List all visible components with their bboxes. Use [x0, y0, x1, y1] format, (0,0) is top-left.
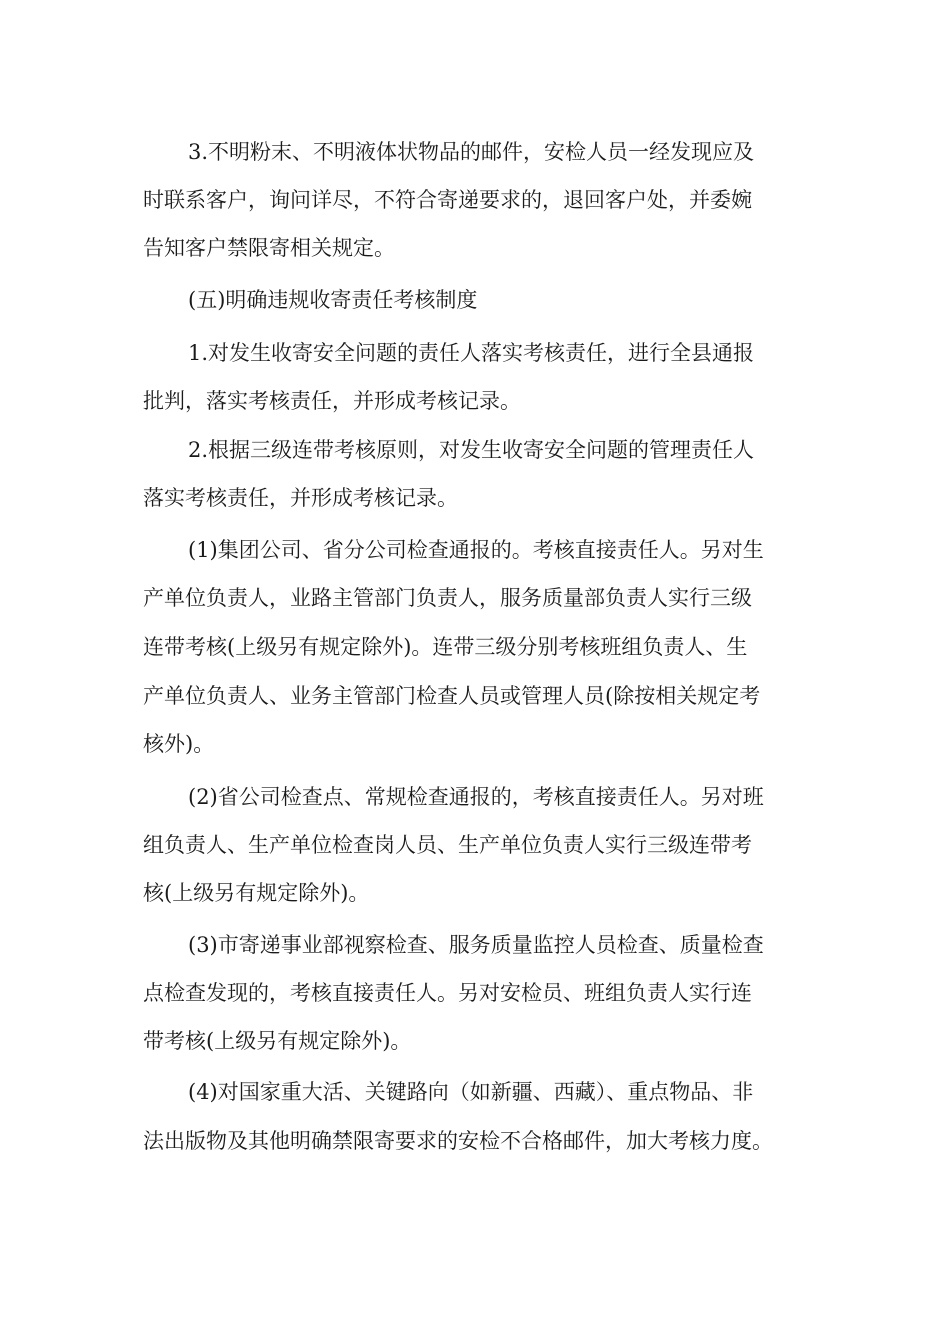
paragraph-6-line-3: 核(上级另有规定除外)。	[143, 881, 370, 905]
paragraph-8-line-2: 法出版物及其他明确禁限寄要求的安检不合格邮件，加大考核力度。	[143, 1129, 773, 1153]
paragraph-5-line-3: 连带考核(上级另有规定除外)。连带三级分别考核班组负责人、生	[143, 635, 748, 659]
paragraph-3-line-1: 1.对发生收寄安全问题的责任人落实考核责任，进行全县通报	[188, 341, 755, 365]
paragraph-7-line-3: 带考核(上级另有规定除外)。	[143, 1029, 412, 1053]
paragraph-8-line-1: (4)对国家重大活、关键路向（如新疆、西藏）、重点物品、非	[188, 1080, 754, 1104]
paragraph-7-line-1: (3)市寄递事业部视察检查、服务质量监控人员检查、质量检查	[188, 933, 764, 957]
paragraph-1-line-3: 告知客户禁限寄相关规定。	[143, 236, 395, 260]
paragraph-1-line-2: 时联系客户，询问详尽，不符合寄递要求的，退回客户处，并委婉	[143, 188, 752, 212]
paragraph-5-line-2: 产单位负责人，业路主管部门负责人，服务质量部负责人实行三级	[143, 586, 752, 610]
paragraph-5-line-1: (1)集团公司、省分公司检查通报的。考核直接责任人。另对生	[188, 538, 764, 562]
paragraph-3-line-2: 批判，落实考核责任，并形成考核记录。	[143, 389, 521, 413]
paragraph-5-line-5: 核外)。	[143, 732, 215, 756]
paragraph-4-line-1: 2.根据三级连带考核原则，对发生收寄安全问题的管理责任人	[188, 438, 755, 462]
paragraph-4-line-2: 落实考核责任，并形成考核记录。	[143, 486, 458, 510]
section-heading: (五)明确违规收寄责任考核制度	[188, 288, 478, 312]
paragraph-1-line-1: 3.不明粉末、不明液体状物品的邮件，安检人员一经发现应及	[188, 140, 755, 164]
paragraph-5-line-4: 产单位负责人、业务主管部门检查人员或管理人员(除按相关规定考	[143, 684, 761, 708]
paragraph-7-line-2: 点检查发现的，考核直接责任人。另对安检员、班组负责人实行连	[143, 981, 752, 1005]
paragraph-6-line-1: (2)省公司检查点、常规检查通报的，考核直接责任人。另对班	[188, 785, 764, 809]
paragraph-6-line-2: 组负责人、生产单位检查岗人员、生产单位负责人实行三级连带考	[143, 833, 752, 857]
